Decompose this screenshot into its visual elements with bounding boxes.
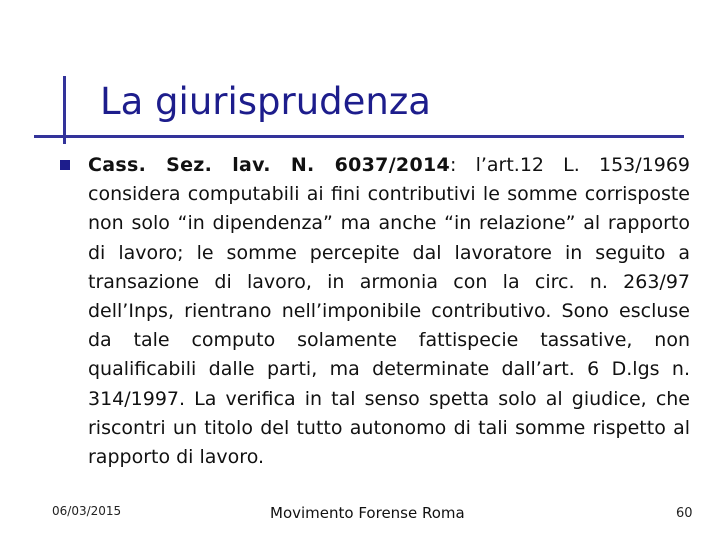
title-horizontal-rule — [34, 135, 684, 138]
footer-date: 06/03/2015 — [52, 504, 122, 518]
bullet-body-text: : l’art.12 L. 153/1969 considera computabili ai fini contributivi le somme corrisposte non solo “in dipendenza” ma anche “in relazione” al rapporto di lavoro; le somme percepite dal lavoratore in seguito a transazione di lavoro, in armonia con la circ. n. 263/97 dell’Inps, rientrano nell’imponibile contributivo. Sono escluse da tale computo solamente fattispecie tassative, non qualificabili dalle parti, ma determinate dall’art. 6 D.lgs n. 314/1997. La verifica in tal senso spetta solo al giudice, che riscontri un titolo del tutto autonomo di tali somme rispetto al rapporto di lavoro. — [88, 154, 690, 469]
bullet-paragraph — [88, 151, 690, 472]
square-bullet-icon — [60, 160, 70, 170]
page-number: 60 — [676, 506, 693, 521]
footer-organization: Movimento Forense Roma — [270, 504, 465, 522]
slide-title: La giurisprudenza — [100, 80, 431, 123]
case-reference: Cass. Sez. lav. N. 6037/2014 — [88, 154, 451, 176]
title-vertical-rule — [63, 76, 66, 144]
